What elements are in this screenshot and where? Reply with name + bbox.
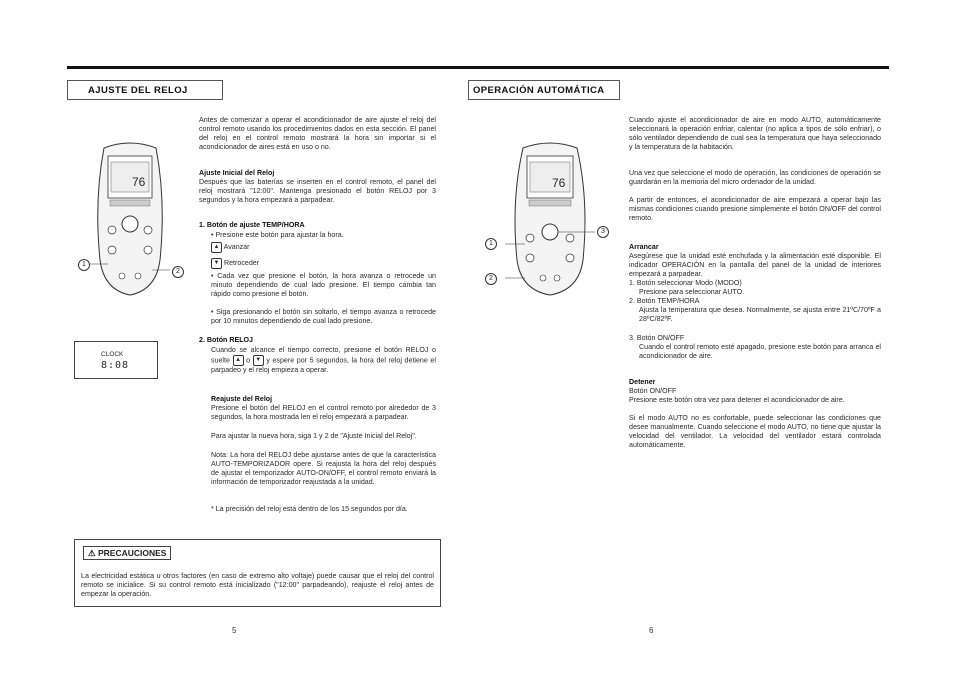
initial-text: Después que las baterías se inserten en el control remoto, el panel del reloj mostrará "12:00". Mantenga presionado el botón RELOJ por 3 segundos y la hora empezará a parpadear.	[199, 178, 436, 204]
callout-2: 2	[172, 266, 184, 278]
precautions-box	[74, 539, 441, 607]
remote-temp-readout: 76	[132, 175, 146, 189]
step2-a: Cuando se alcance el tiempo correcto, presione el botón RELOJ o suelte	[211, 346, 436, 365]
step-temp-desc: Ajusta la temperatura que desea. Normalmente, se ajusta entre 21ºC/70ºF a 28ºC/82ºF.	[639, 306, 881, 323]
precautions-title: PRECAUCIONES	[98, 548, 167, 558]
stop-title: Detener	[629, 378, 656, 386]
stop-sub: Botón ON/OFF	[629, 387, 677, 395]
precautions-text: La electricidad estática u otros factores (en caso de extremo alto voltaje) puede causar que el reloj del control remoto se inicialice. Si su control remoto está inicializado ("12:00" parpadeando), reajuste el reloj antes de empezar la operación.	[81, 572, 434, 598]
reset-a: Presione el botón del RELOJ en el control remoto por alrededor de 3 segundos, la hora mostrada len el reloj empezará a parpadear.	[211, 404, 436, 421]
step1-title: 1. Botón de ajuste TEMP/HORA	[199, 221, 305, 229]
up-arrow-icon: ▲	[211, 242, 222, 253]
callout-r1: 1	[485, 238, 497, 250]
down-arrow-icon-2: ▼	[253, 355, 264, 366]
precautions-header	[83, 546, 171, 560]
advance-row	[211, 241, 331, 253]
clock-display	[74, 341, 158, 379]
top-rule	[67, 66, 889, 69]
callout-r2: 2	[485, 273, 497, 285]
callout-1: 1	[78, 259, 90, 271]
stop-note: Si el modo AUTO no es confortable, puede seleccionar las condiciones que desee manualmente. Cuando seleccione el modo AUTO, no tiene que ajustar la velocidad del ventilador. La velocidad del ventilador estará controlada automáticamente.	[629, 414, 881, 449]
step-onoff: 3. Botón ON/OFF	[629, 334, 685, 342]
step-onoff-desc: Cuando el control remoto esté apagado, presione este botón para arranca el acondicionador de aire.	[639, 343, 881, 360]
step2-b: y espere por 5 segundos, la hora del reloj detiene el parpadeo y el reloj empieza a operar.	[211, 356, 436, 374]
step-temp: 2. Botón TEMP/HORA	[629, 297, 700, 305]
step1-a: • Cada vez que presione el botón, la hora avanza o retrocede un minuto dependiendo de cual lado presione. El tiempo cambia tan rápido como presione el botón.	[211, 272, 436, 298]
auto-p3: A partir de entonces, el acondicionador de aire empezará a operar bajo las mismas condiciones cuando presione simplemente el botón ON/OFF del control remoto.	[629, 196, 881, 222]
warning-icon: ⚠	[88, 548, 96, 558]
clock-precision: * La precisión del reloj está dentro de los 15 segundos por día.	[211, 505, 408, 513]
down-arrow-icon: ▼	[211, 258, 222, 269]
start-text: Asegúrese que la unidad esté enchufada y la alimentación esté disponible. El indicador OPERACIÓN en la pantalla del panel de la unidad de interiores empezará a parpadear.	[629, 252, 881, 278]
clock-note: Nota: La hora del RELOJ debe ajustarse antes de que la característica AUTO-TEMPORIZADOR opere. Si reajusta la hora del reloj después de ajustar el temporizador AUTO-ON/OFF, el control remoto enviará la información de temporizador reajustada a la unidad.	[211, 451, 436, 486]
step2-title: 2. Botón RELOJ	[199, 336, 253, 344]
page-number-right: 6	[649, 626, 654, 635]
remote-temp-readout-2: 76	[552, 176, 566, 190]
step1-b: • Siga presionando el botón sin soltarlo, el tiempo avanza o retrocede por 10 minutos dependiendo de cual lado presione.	[211, 308, 436, 325]
clock-label: CLOCK	[101, 351, 124, 358]
stop-text: Presione este botón otra vez para detener el acondicionador de aire.	[629, 396, 845, 404]
page-number-left: 5	[232, 626, 237, 635]
reset-b: Para ajustar la nueva hora, siga 1 y 2 de "Ajuste Inicial del Reloj".	[211, 432, 417, 440]
step2-text	[211, 346, 436, 375]
step2-o: o	[246, 356, 251, 365]
reset-title: Reajuste del Reloj	[211, 395, 273, 403]
section-header-clock: AJUSTE DEL RELOJ	[67, 80, 223, 100]
auto-p1: Cuando ajuste el acondicionador de aire en modo AUTO, automáticamente seleccionará la operación enfriar, calentar (no aplica a tipos de sólo enfriar), o sólo ventilador dependiendo de cual sea la temperatura que haya seleccionado y la temperatura de la habitación.	[629, 116, 881, 151]
step1-press: • Presione este botón para ajustar la hora.	[211, 231, 344, 239]
section-header-auto: OPERACIÓN AUTOMÁTICA	[468, 80, 620, 100]
remote-control-illustration-2	[505, 140, 595, 300]
clock-value: 8:08	[101, 360, 130, 371]
back-label: Retroceder	[223, 259, 260, 267]
callout-r3: 3	[597, 226, 609, 238]
start-title: Arrancar	[629, 243, 659, 251]
initial-title: Ajuste Inicial del Reloj	[199, 169, 275, 177]
step-mode: 1. Botón seleccionar Modo (MODO)	[629, 279, 742, 287]
clock-intro: Antes de comenzar a operar el acondicionador de aire ajuste el reloj del control remoto usando los procedimientos dados en esta sección. El panel del reloj en el control remoto mostrará la hora sin importar si el acondicionador de aires está en uso o no.	[199, 116, 436, 151]
up-arrow-icon-2: ▲	[233, 355, 244, 366]
back-row	[211, 257, 331, 269]
step-mode-desc: Presione para seleccionar AUTO.	[639, 288, 745, 296]
advance-label: Avanzar	[223, 243, 250, 251]
auto-p2: Una vez que seleccione el modo de operación, las condiciones de operación se guardarán en la memoria del micro ordenador de la unidad.	[629, 169, 881, 186]
remote-control-illustration	[90, 140, 170, 300]
